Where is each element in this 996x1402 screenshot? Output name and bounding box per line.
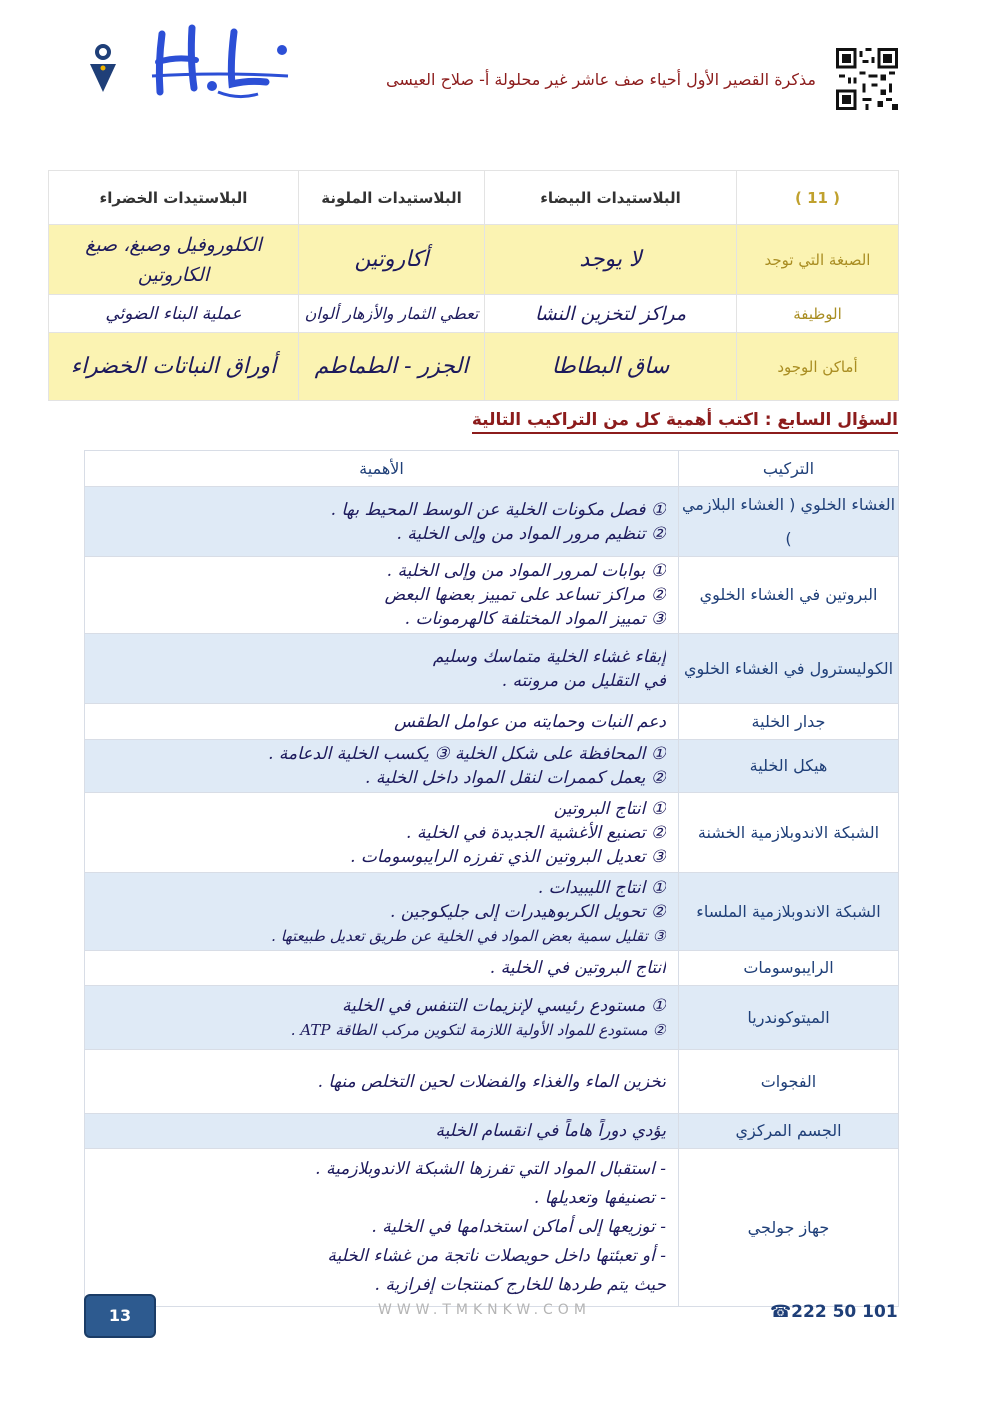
table-cell: الجزر - الطماطم xyxy=(299,333,485,401)
importance-table xyxy=(84,450,899,1307)
importance-line: ① بوابات لمرور المواد من وإلى الخلية . xyxy=(386,561,666,581)
question-number: ( 11 ) xyxy=(737,171,899,225)
importance-line: في التقليل من مرونته . xyxy=(501,670,666,691)
row-label-location: أماكن الوجود xyxy=(737,333,899,401)
importance-line: ③ تقليل سمية بعض المواد في الخلية عن طريق تعديل طبيعتها . xyxy=(271,926,666,945)
table-row xyxy=(85,557,899,634)
importance-cell xyxy=(85,1114,679,1149)
header-structure: التركيب xyxy=(679,451,899,487)
structure-cell: الشبكة الاندوبلازمية الملساء xyxy=(679,873,899,951)
structure-cell: البروتين في الغشاء الخلوي xyxy=(679,557,899,634)
structure-cell: هيكل الخلية xyxy=(679,740,899,793)
importance-cell xyxy=(85,873,679,951)
structure-cell: جدار الخلية xyxy=(679,704,899,740)
importance-line: ③ تمييز المواد المختلفة كالهرمونات . xyxy=(404,609,666,629)
plastids-table xyxy=(48,170,899,401)
header-importance: الأهمية xyxy=(85,451,679,487)
importance-header-row xyxy=(85,451,899,487)
importance-cell xyxy=(85,740,679,793)
table-row xyxy=(85,951,899,986)
question-7-title: السؤال السابع : اكتب أهمية كل من التراكيب التالية xyxy=(472,410,898,434)
structure-cell: الرايبوسومات xyxy=(679,951,899,986)
table-row xyxy=(49,295,899,333)
page-number: 13 xyxy=(84,1294,156,1338)
table-cell: عملية البناء الضوئي xyxy=(49,295,299,333)
importance-line: ② تحويل الكربوهيدرات إلى جليكوجين . xyxy=(390,901,666,922)
importance-line: ② مستودع للمواد الأولية اللازمة لتكوين مركب الطاقة ATP . xyxy=(290,1020,666,1039)
importance-line: - توزيعها إلى أماكن استخدامها في الخلية . xyxy=(371,1217,666,1237)
importance-line: - أو تعبئتها داخل حويصلات ناتجة من غشاء الخلية xyxy=(327,1246,666,1266)
table-row xyxy=(85,704,899,740)
hl-logo-icon xyxy=(148,14,298,104)
brand-mark-icon xyxy=(86,44,120,94)
column-header-white-plastids: البلاستيدات البيضاء xyxy=(485,171,737,225)
table-cell: تعطي الثمار والأزهار ألوان xyxy=(299,295,485,333)
importance-line: يؤدي دوراً هاماً في انقسام الخلية xyxy=(435,1121,666,1141)
importance-cell xyxy=(85,634,679,704)
importance-line: دعم النبات وحمايته من عوامل الطقس xyxy=(394,711,666,732)
table-row xyxy=(49,333,899,401)
importance-cell xyxy=(85,487,679,557)
column-header-colored-plastids: البلاستيدات الملونة xyxy=(299,171,485,225)
importance-line: ① مستودع رئيسي لإنزيمات التنفس في الخلية xyxy=(342,995,666,1016)
importance-line: إبقاء غشاء الخلية متماسك وسليم xyxy=(432,646,666,667)
structure-cell: جهاز جولجي xyxy=(679,1149,899,1307)
qr-code-icon xyxy=(836,48,898,110)
row-label-pigment: الصبغة التي توجد xyxy=(737,225,899,295)
structure-cell: الكوليسترول في الغشاء الخلوي xyxy=(679,634,899,704)
importance-cell xyxy=(85,704,679,740)
importance-line: ① فصل مكونات الخلية عن الوسط المحيط بها . xyxy=(330,499,666,520)
table-row xyxy=(85,1149,899,1307)
column-header-green-plastids: البلاستيدات الخضراء xyxy=(49,171,299,225)
importance-cell xyxy=(85,986,679,1050)
structure-cell: الفجوات xyxy=(679,1050,899,1114)
table-cell: مراكز لتخزين النشا xyxy=(485,295,737,333)
table-row xyxy=(85,634,899,704)
importance-line: تخزين الماء والغذاء والفضلات لحين التخلص منها . xyxy=(317,1071,666,1092)
importance-line: ② يعمل كممرات لنقل المواد داخل الخلية . xyxy=(365,768,666,788)
importance-line: ① المحافظة على شكل الخلية ③ يكسب الخلية الدعامة . xyxy=(268,744,666,764)
importance-line: ③ تعديل البروتين الذي تفرزه الرايبوسومات . xyxy=(350,846,666,867)
importance-line: انتاج البروتين في الخلية . xyxy=(489,958,666,978)
table-cell: ساق البطاطا xyxy=(485,333,737,401)
table-cell: الكلوروفيل وصبغ، صبغ الكاروتين xyxy=(49,225,299,295)
document-title: مذكرة القصير الأول أحياء صف عاشر غير محلولة أ- صلاح العيسى xyxy=(386,70,816,89)
structure-cell: الميتوكوندريا xyxy=(679,986,899,1050)
phone-number: ☎222 50 101 xyxy=(770,1302,898,1322)
table-cell: أكاروتين xyxy=(299,225,485,295)
structure-cell: الجسم المركزي xyxy=(679,1114,899,1149)
table-row xyxy=(85,793,899,873)
importance-cell xyxy=(85,557,679,634)
table-row xyxy=(85,487,899,557)
importance-line: ① انتاج البروتين xyxy=(553,798,666,819)
importance-cell xyxy=(85,1149,679,1307)
table-cell: أوراق النباتات الخضراء xyxy=(49,333,299,401)
importance-cell xyxy=(85,951,679,986)
importance-line: ② مراكز تساعد على تمييز بعضها البعض xyxy=(384,585,666,605)
importance-line: حيث يتم طردها للخارج كمنتجات إفرازية . xyxy=(374,1275,666,1295)
plastids-header-row xyxy=(49,171,899,225)
importance-line: ② تصنيع الأغشية الجديدة في الخلية . xyxy=(406,822,666,843)
row-label-function: الوظيفة xyxy=(737,295,899,333)
importance-cell xyxy=(85,793,679,873)
importance-line: - استقبال المواد التي تفرزها الشبكة الاندوبلازمية . xyxy=(315,1159,666,1179)
table-cell: لا يوجد xyxy=(485,225,737,295)
table-row xyxy=(49,225,899,295)
website-url: WWW.TMKNKW.COM xyxy=(378,1302,591,1318)
table-row xyxy=(85,873,899,951)
table-row xyxy=(85,986,899,1050)
structure-cell: الغشاء الخلوي ( الغشاء البلازمي ) xyxy=(679,487,899,557)
importance-cell xyxy=(85,1050,679,1114)
importance-line: ① انتاج الليبيدات . xyxy=(537,877,666,898)
table-row xyxy=(85,1114,899,1149)
table-row xyxy=(85,1050,899,1114)
importance-line: ② تنظيم مرور المواد من وإلى الخلية . xyxy=(396,523,666,544)
importance-line: - تصنيفها وتعديلها . xyxy=(533,1188,666,1208)
table-row xyxy=(85,740,899,793)
structure-cell: الشبكة الاندوبلازمية الخشنة xyxy=(679,793,899,873)
